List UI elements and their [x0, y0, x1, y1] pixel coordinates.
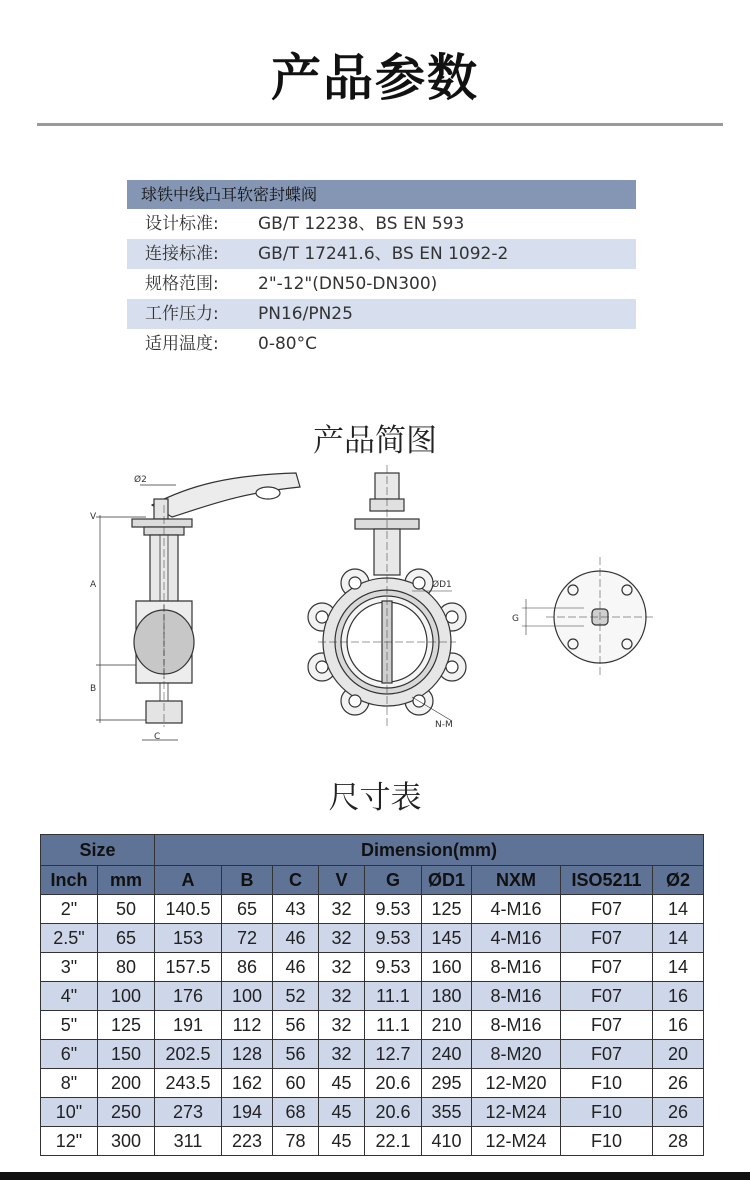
spec-value: 2"-12"(DN50-DN300): [258, 274, 438, 294]
table-cell: 273: [155, 1098, 222, 1127]
table-cell: 125: [98, 1011, 155, 1040]
table-cell: 14: [653, 895, 704, 924]
table-cell: 26: [653, 1098, 704, 1127]
table-cell: F07: [561, 924, 653, 953]
spec-row-connection-standard: [127, 239, 636, 269]
table-cell: 20: [653, 1040, 704, 1069]
table-cell: 12-M24: [472, 1127, 561, 1156]
front-view-drawing: [308, 465, 466, 727]
table-cell: 65: [98, 924, 155, 953]
table-cell: 8": [41, 1069, 98, 1098]
table-cell: 45: [319, 1127, 365, 1156]
table-cell: 78: [273, 1127, 319, 1156]
table-row: [41, 1098, 704, 1127]
table-cell: 46: [273, 924, 319, 953]
table-cell: F10: [561, 1127, 653, 1156]
col-header: G: [365, 866, 422, 895]
label-nm: N-M: [435, 720, 453, 730]
table-cell: 32: [319, 1040, 365, 1069]
table-cell: 86: [222, 953, 273, 982]
table-cell: 11.1: [365, 982, 422, 1011]
spec-value: PN16/PN25: [258, 304, 353, 324]
table-cell: F07: [561, 1040, 653, 1069]
table-cell: F10: [561, 1069, 653, 1098]
flange-view-drawing: [522, 557, 654, 677]
table-cell: 52: [273, 982, 319, 1011]
table-cell: 12-M24: [472, 1098, 561, 1127]
table-row: [41, 1011, 704, 1040]
col-header: V: [319, 866, 365, 895]
table-cell: 4-M16: [472, 895, 561, 924]
spec-row-temperature: [127, 329, 636, 359]
table-cell: 12-M20: [472, 1069, 561, 1098]
table-cell: 100: [98, 982, 155, 1011]
table-cell: 153: [155, 924, 222, 953]
table-cell: 32: [319, 1011, 365, 1040]
label-v: V: [90, 512, 97, 522]
table-cell: 10": [41, 1098, 98, 1127]
col-header: NXM: [472, 866, 561, 895]
label-phi2: Ø2: [134, 475, 147, 485]
table-cell: 5": [41, 1011, 98, 1040]
table-cell: 9.53: [365, 924, 422, 953]
side-view-drawing: [96, 473, 300, 740]
table-cell: 46: [273, 953, 319, 982]
table-cell: 157.5: [155, 953, 222, 982]
product-drawing: [60, 465, 720, 745]
table-cell: F07: [561, 953, 653, 982]
table-cell: 9.53: [365, 895, 422, 924]
table-cell: 2": [41, 895, 98, 924]
label-d1: ØD1: [432, 580, 452, 590]
spec-value: GB/T 17241.6、BS EN 1092-2: [258, 244, 509, 264]
spec-label: 规格范围:: [145, 274, 219, 294]
table-cell: 180: [422, 982, 472, 1011]
table-cell: 191: [155, 1011, 222, 1040]
table-cell: 150: [98, 1040, 155, 1069]
spec-value: GB/T 12238、BS EN 593: [258, 214, 465, 234]
table-cell: 355: [422, 1098, 472, 1127]
table-row: [41, 895, 704, 924]
diagram-title: 产品简图: [313, 423, 437, 459]
table-cell: 43: [273, 895, 319, 924]
table-cell: 9.53: [365, 953, 422, 982]
table-row: [41, 1040, 704, 1069]
col-header: Ø2: [653, 866, 704, 895]
col-header: A: [155, 866, 222, 895]
spec-label: 适用温度:: [145, 334, 219, 354]
table-cell: 45: [319, 1069, 365, 1098]
table-cell: 250: [98, 1098, 155, 1127]
table-cell: 14: [653, 953, 704, 982]
spec-table-title: 球铁中线凸耳软密封蝶阀: [127, 180, 636, 209]
dimension-table: [40, 834, 704, 1156]
table-cell: 8-M16: [472, 953, 561, 982]
table-row: [41, 953, 704, 982]
table-cell: 202.5: [155, 1040, 222, 1069]
table-row: [41, 924, 704, 953]
table-cell: 8-M16: [472, 982, 561, 1011]
label-g: G: [512, 614, 519, 624]
table-cell: 128: [222, 1040, 273, 1069]
col-header: mm: [98, 866, 155, 895]
table-cell: 243.5: [155, 1069, 222, 1098]
table-row: [41, 1069, 704, 1098]
col-header: ISO5211: [561, 866, 653, 895]
table-cell: 32: [319, 895, 365, 924]
table-cell: 295: [422, 1069, 472, 1098]
table-cell: 32: [319, 982, 365, 1011]
table-row: [41, 1127, 704, 1156]
spec-label: 工作压力:: [145, 304, 219, 324]
table-cell: 210: [422, 1011, 472, 1040]
table-cell: 68: [273, 1098, 319, 1127]
table-cell: 16: [653, 1011, 704, 1040]
spec-label: 设计标准:: [145, 214, 219, 234]
table-cell: 223: [222, 1127, 273, 1156]
spec-row-size-range: [127, 269, 636, 299]
table-cell: F10: [561, 1098, 653, 1127]
table-cell: 8-M20: [472, 1040, 561, 1069]
table-cell: 28: [653, 1127, 704, 1156]
table-cell: 311: [155, 1127, 222, 1156]
table-row: [41, 982, 704, 1011]
col-header: B: [222, 866, 273, 895]
table-cell: 56: [273, 1040, 319, 1069]
table-cell: 6": [41, 1040, 98, 1069]
table-cell: 16: [653, 982, 704, 1011]
table-cell: 140.5: [155, 895, 222, 924]
col-header: C: [273, 866, 319, 895]
table-cell: 2.5": [41, 924, 98, 953]
table-cell: 240: [422, 1040, 472, 1069]
table-cell: 65: [222, 895, 273, 924]
dimension-group-header: Dimension(mm): [155, 835, 704, 866]
table-cell: 160: [422, 953, 472, 982]
table-cell: F07: [561, 895, 653, 924]
table-cell: 12": [41, 1127, 98, 1156]
table-group-header: [41, 835, 704, 866]
dimension-table-body: [41, 895, 704, 1156]
table-cell: 200: [98, 1069, 155, 1098]
table-cell: 410: [422, 1127, 472, 1156]
table-cell: 145: [422, 924, 472, 953]
table-cell: 60: [273, 1069, 319, 1098]
table-cell: 300: [98, 1127, 155, 1156]
table-cell: 56: [273, 1011, 319, 1040]
table-cell: 32: [319, 924, 365, 953]
col-header: Inch: [41, 866, 98, 895]
page-title: 产品参数: [271, 49, 479, 107]
table-cell: 3": [41, 953, 98, 982]
table-column-header: [41, 866, 704, 895]
table-cell: 176: [155, 982, 222, 1011]
table-cell: 50: [98, 895, 155, 924]
table-cell: 194: [222, 1098, 273, 1127]
table-cell: 45: [319, 1098, 365, 1127]
label-c: C: [154, 732, 161, 742]
spec-row-design-standard: [127, 209, 636, 239]
label-b: B: [90, 684, 97, 694]
table-cell: 11.1: [365, 1011, 422, 1040]
table-cell: 112: [222, 1011, 273, 1040]
table-cell: 162: [222, 1069, 273, 1098]
table-cell: 20.6: [365, 1098, 422, 1127]
table-cell: 32: [319, 953, 365, 982]
table-cell: 22.1: [365, 1127, 422, 1156]
table-cell: 72: [222, 924, 273, 953]
table-cell: 20.6: [365, 1069, 422, 1098]
table-cell: 4": [41, 982, 98, 1011]
spec-row-working-pressure: [127, 299, 636, 329]
table-cell: 125: [422, 895, 472, 924]
table-cell: 8-M16: [472, 1011, 561, 1040]
spec-value: 0-80°C: [258, 334, 317, 354]
table-cell: 14: [653, 924, 704, 953]
table-cell: 26: [653, 1069, 704, 1098]
table-cell: 80: [98, 953, 155, 982]
col-header: ØD1: [422, 866, 472, 895]
bottom-bar: [0, 1172, 750, 1180]
title-divider: [37, 123, 723, 126]
spec-table: [127, 180, 636, 359]
size-group-header: Size: [41, 835, 155, 866]
label-a: A: [90, 580, 97, 590]
dimension-table-title: 尺寸表: [328, 780, 422, 816]
table-cell: F07: [561, 982, 653, 1011]
table-cell: F07: [561, 1011, 653, 1040]
table-cell: 100: [222, 982, 273, 1011]
table-cell: 4-M16: [472, 924, 561, 953]
table-cell: 12.7: [365, 1040, 422, 1069]
spec-label: 连接标准:: [145, 244, 219, 264]
